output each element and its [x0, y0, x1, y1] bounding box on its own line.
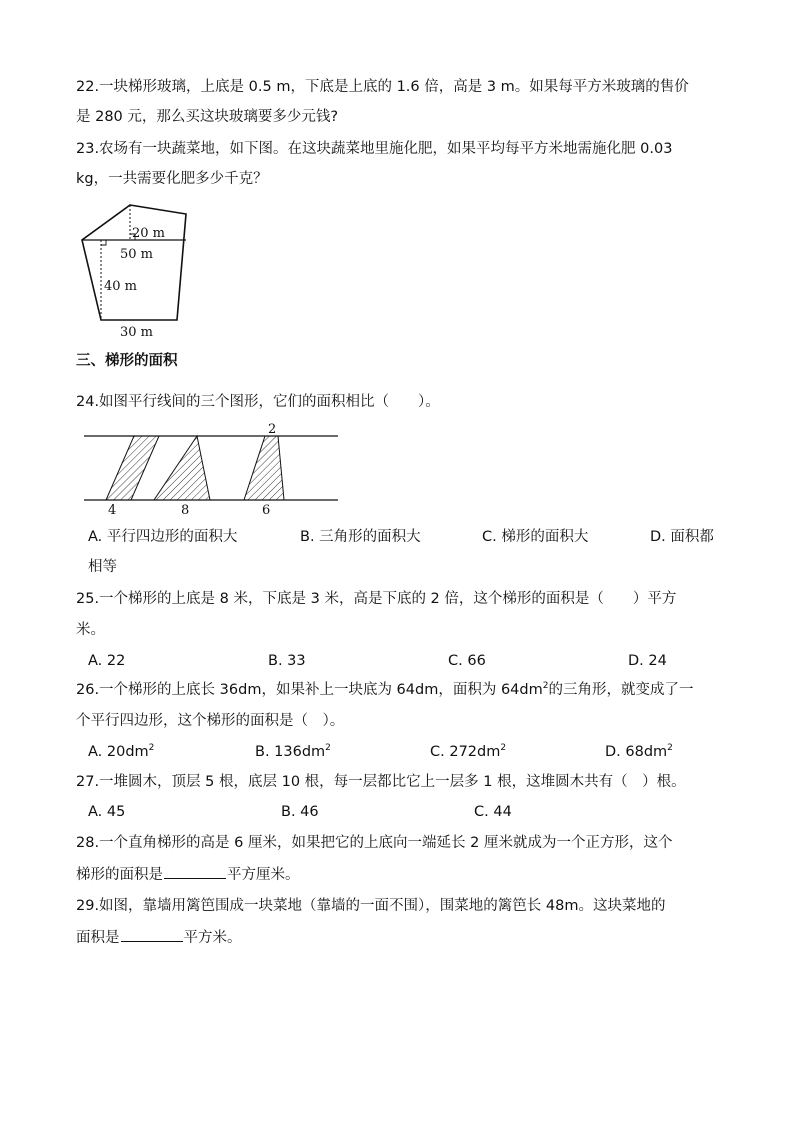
q29-line-2a: 面积是 — [76, 930, 120, 946]
q23-line-2: kg，一共需要化肥多少千克？ — [76, 171, 268, 187]
label-50m: 50 m — [120, 247, 154, 262]
q29-answer-blank[interactable] — [121, 927, 183, 942]
q27-option-c[interactable]: C. 44 — [474, 804, 512, 820]
q28-line-2b: 平方厘米。 — [227, 867, 300, 883]
section-3-heading: 三、梯形的面积 — [76, 353, 178, 369]
q26-option-c-text: C. 272dm — [430, 744, 501, 760]
hatched-trapezoid — [244, 436, 284, 500]
q26-line-2: 个平行四边形，这个梯形的面积是（ ）。 — [76, 713, 345, 729]
hatched-parallelogram — [106, 436, 159, 500]
right-angle-mark-side — [101, 240, 106, 245]
parallel-lines-figure — [80, 420, 345, 518]
q24-option-d-continued: 相等 — [88, 559, 117, 575]
q28-line-1: 28.一个直角梯形的高是 6 厘米，如果把它的上底向一端延长 2 厘米就成为一个正方形，这个 — [76, 835, 673, 851]
q26-line-1a: 26.一个梯形的上底长 36dm，如果补上一块底为 64dm，面积为 64dm — [76, 682, 543, 698]
q24-option-c[interactable]: C. 梯形的面积大 — [482, 529, 589, 545]
q27-option-a[interactable]: A. 45 — [88, 804, 126, 820]
q26-sup: 2 — [542, 681, 549, 692]
q25-option-b[interactable]: B. 33 — [268, 653, 306, 669]
q26-option-b-text: B. 136dm — [255, 744, 326, 760]
q26-option-d-sup: 2 — [667, 743, 673, 754]
q25-option-a[interactable]: A. 22 — [88, 653, 126, 669]
q24-option-d[interactable]: D. 面积都 — [650, 529, 714, 545]
q25-option-d[interactable]: D. 24 — [628, 653, 667, 669]
q26-option-a-text: A. 20dm — [88, 744, 149, 760]
label-8: 8 — [181, 503, 190, 518]
label-2: 2 — [268, 422, 277, 437]
hatched-triangle — [154, 436, 210, 500]
q28-answer-blank[interactable] — [164, 864, 226, 879]
q26-option-a[interactable] — [88, 742, 154, 762]
q24-option-a[interactable]: A. 平行四边形的面积大 — [88, 529, 238, 545]
q26-option-d-text: D. 68dm — [605, 744, 668, 760]
q26-option-c-sup: 2 — [500, 743, 507, 754]
q22-line-1: 22.一块梯形玻璃，上底是 0.5 m，下底是上底的 1.6 倍，高是 3 m。如果每平方米玻璃的售价 — [76, 79, 689, 95]
q27-text: 27.一堆圆木，顶层 5 根，底层 10 根，每一层都比它上一层多 1 根，这堆圆木共有（ ）根。 — [76, 774, 686, 790]
q26-option-a-sup: 2 — [148, 743, 155, 754]
q26-line-1b: 的三角形，就变成了一 — [548, 682, 694, 698]
q26-option-b-sup: 2 — [325, 743, 331, 754]
q28-line-2 — [76, 864, 300, 885]
q29-line-1: 29.如图，靠墙用篱笆围成一块菜地（靠墙的一面不围），围菜地的篱笆长 48m。这块菜地的 — [76, 898, 666, 914]
q26-line-1 — [76, 680, 693, 700]
label-40m: 40 m — [104, 279, 138, 294]
q29-line-2 — [76, 927, 242, 948]
label-20m: 20 m — [132, 226, 166, 241]
label-30m: 30 m — [120, 325, 154, 340]
label-4: 4 — [108, 503, 117, 518]
q26-option-c[interactable] — [430, 742, 506, 762]
q25-line-2: 米。 — [76, 622, 105, 638]
q25-line-1: 25.一个梯形的上底是 8 米，下底是 3 米，高是下底的 2 倍，这个梯形的面积是（ ）平方 — [76, 591, 677, 607]
q27-option-b[interactable]: B. 46 — [281, 804, 319, 820]
pentagon-outline — [82, 205, 186, 320]
q24-text: 24.如图平行线间的三个图形，它们的面积相比（ ）。 — [76, 394, 440, 410]
q22-line-2: 是 280 元，那么买这块玻璃要多少元钱? — [76, 109, 339, 125]
pentagon-field-figure — [76, 198, 196, 343]
q26-option-d[interactable] — [605, 742, 673, 762]
q26-option-b[interactable] — [255, 742, 331, 762]
q24-option-b[interactable]: B. 三角形的面积大 — [300, 529, 421, 545]
q23-line-1: 23.农场有一块蔬菜地，如下图。在这块蔬菜地里施化肥，如果平均每平方米地需施化肥 0.03 — [76, 141, 673, 157]
q28-line-2a: 梯形的面积是 — [76, 867, 163, 883]
label-6: 6 — [262, 503, 271, 518]
q29-line-2b: 平方米。 — [183, 930, 242, 946]
q25-option-c[interactable]: C. 66 — [448, 653, 486, 669]
